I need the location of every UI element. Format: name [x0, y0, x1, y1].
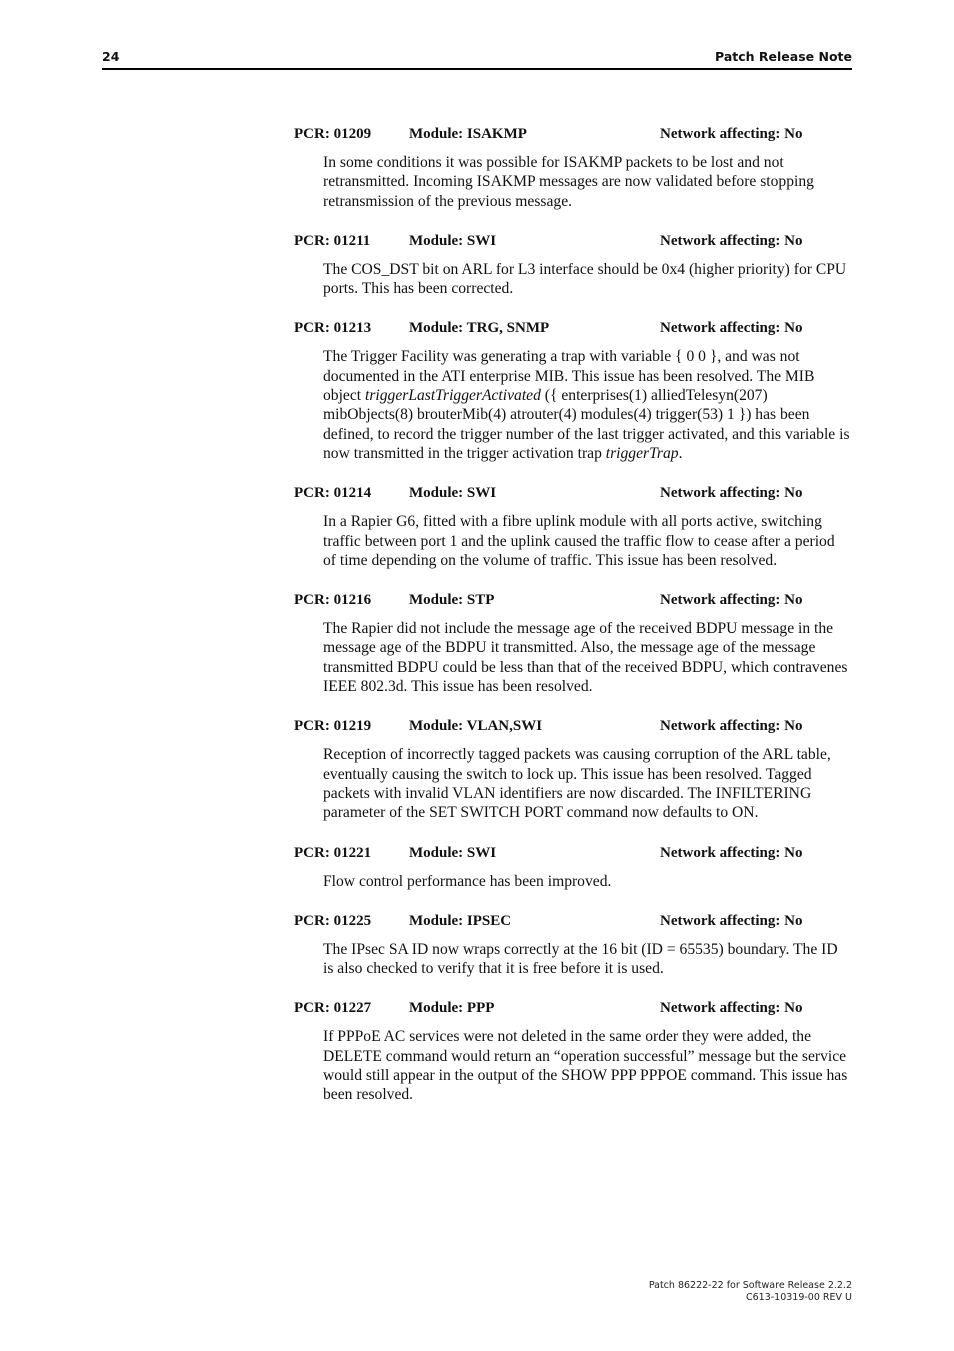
pcr-network-affecting: Network affecting: No: [660, 126, 803, 142]
pcr-description: The COS_DST bit on ARL for L3 interface should be 0x4 (higher priority) for CPU ports. This has been corrected.: [323, 260, 847, 298]
pcr-id: PCR: 01216: [294, 592, 372, 609]
pcr-network-affecting: Network affecting: No: [660, 912, 803, 929]
pcr-module: Module: VLAN,SWI: [409, 718, 543, 735]
pcr-heading: [294, 124, 856, 144]
pcr-id: PCR: 01219: [294, 718, 372, 735]
pcr-module: Module: STP: [409, 592, 495, 609]
pcr-entry: [294, 998, 856, 1104]
pcr-heading: [294, 483, 856, 503]
trap-name: triggerTrap: [605, 444, 679, 462]
pcr-module: Module: PPP: [409, 1000, 495, 1017]
pcr-heading: [294, 998, 856, 1018]
pcr-id: PCR: 01221: [294, 844, 372, 861]
pcr-heading: [294, 911, 856, 931]
pcr-list: [294, 124, 856, 1125]
pcr-module: Module: SWI: [409, 844, 497, 861]
pcr-id: PCR: 01214: [294, 485, 372, 502]
page-footer: [649, 1280, 852, 1303]
pcr-heading: [294, 716, 856, 736]
pcr-network-affecting: Network affecting: No: [660, 232, 803, 249]
pcr-network-affecting: Network affecting: No: [660, 718, 803, 735]
pcr-heading: [294, 231, 856, 251]
pcr-entry: [294, 483, 856, 570]
pcr-network-affecting: Network affecting: No: [660, 592, 803, 609]
pcr-module: Module: ISAKMP: [409, 126, 527, 142]
pcr-network-affecting: Network affecting: No: [660, 320, 803, 337]
pcr-entry: [294, 124, 856, 211]
pcr-entry: [294, 318, 856, 463]
pcr-description-text: ({ enterprises(1) alliedTelesyn(207) mibObjects(8) brouterMib(4) atrouter(4) modules(4) trigger(53) 1 }) has been defined, to record the trigger number of the last trigger activated, and this variable is now transmitted in the trigger activation trap: [323, 387, 850, 462]
pcr-heading: [294, 590, 856, 610]
pcr-description: Reception of incorrectly tagged packets was causing corruption of the ARL table, eventually causing the switch to lock up. This issue has been resolved. Tagged packets with invalid VLAN identifiers are now discarded. The INFILTERING parameter of the SET SWITCH PORT command now defaults to ON.: [323, 746, 831, 822]
pcr-module: Module: SWI: [409, 485, 497, 502]
pcr-network-affecting: Network affecting: No: [660, 485, 803, 502]
pcr-entry: [294, 911, 856, 979]
pcr-network-affecting: Network affecting: No: [660, 1000, 803, 1017]
pcr-entry: [294, 843, 856, 891]
pcr-entry: [294, 231, 856, 299]
pcr-id: PCR: 01213: [294, 320, 372, 337]
page-header: [102, 48, 852, 70]
pcr-id: PCR: 01227: [294, 1000, 372, 1017]
pcr-entry: [294, 716, 856, 822]
pcr-description: The Rapier did not include the message age of the received BDPU message in the message age of the BDPU it transmitted. Also, the message age of the message transmitted BDPU could be less than that of the received BDPU, which contravenes IEEE 802.3d. This issue has been resolved.: [323, 620, 848, 696]
page-number: 24: [102, 49, 120, 64]
pcr-heading: [294, 843, 856, 863]
pcr-description: In some conditions it was possible for ISAKMP packets to be lost and not retransmitted. Incoming ISAKMP messages are now validated before stopping retransmission of the previous message.: [323, 154, 814, 210]
pcr-description: In a Rapier G6, fitted with a fibre uplink module with all ports active, switching traffic between port 1 and the uplink caused the traffic flow to cease after a period of time depending on the volume of traffic. This issue has been resolved.: [323, 513, 835, 569]
pcr-network-affecting: Network affecting: No: [660, 844, 803, 861]
pcr-module: Module: IPSEC: [409, 912, 512, 929]
pcr-description: The IPsec SA ID now wraps correctly at the 16 bit (ID = 65535) boundary. The ID is also checked to verify that it is free before it is used.: [323, 940, 838, 978]
pcr-id: PCR: 01225: [294, 912, 372, 929]
footer-doc-number: C613-10319-00 REV U: [745, 1291, 852, 1303]
pcr-module: Module: SWI: [409, 232, 497, 249]
pcr-description: If PPPoE AC services were not deleted in the same order they were added, the DELETE command would return an “operation successful” message but the service would still appear in the output of the SHOW PPP PPPOE command. This issue has been resolved.: [323, 1028, 848, 1104]
pcr-id: PCR: 01211: [294, 232, 371, 249]
pcr-description-text: .: [678, 444, 683, 462]
footer-patch-line: Patch 86222-22 for Software Release 2.2.2: [648, 1280, 852, 1291]
pcr-description: Flow control performance has been improved.: [323, 872, 612, 890]
pcr-description: [323, 347, 851, 463]
pcr-id: PCR: 01209: [294, 126, 372, 142]
pcr-description-text: The Trigger Facility was generating a trap with variable { 0 0 }, and was not documented in the ATI enterprise MIB. This issue has been resolved. The MIB object: [323, 348, 815, 405]
document-title: Patch Release Note: [715, 49, 852, 64]
mib-object-name: triggerLastTriggerActivated: [365, 387, 541, 405]
pcr-module: Module: TRG, SNMP: [409, 320, 550, 337]
pcr-heading: [294, 318, 856, 338]
pcr-entry: [294, 590, 856, 696]
